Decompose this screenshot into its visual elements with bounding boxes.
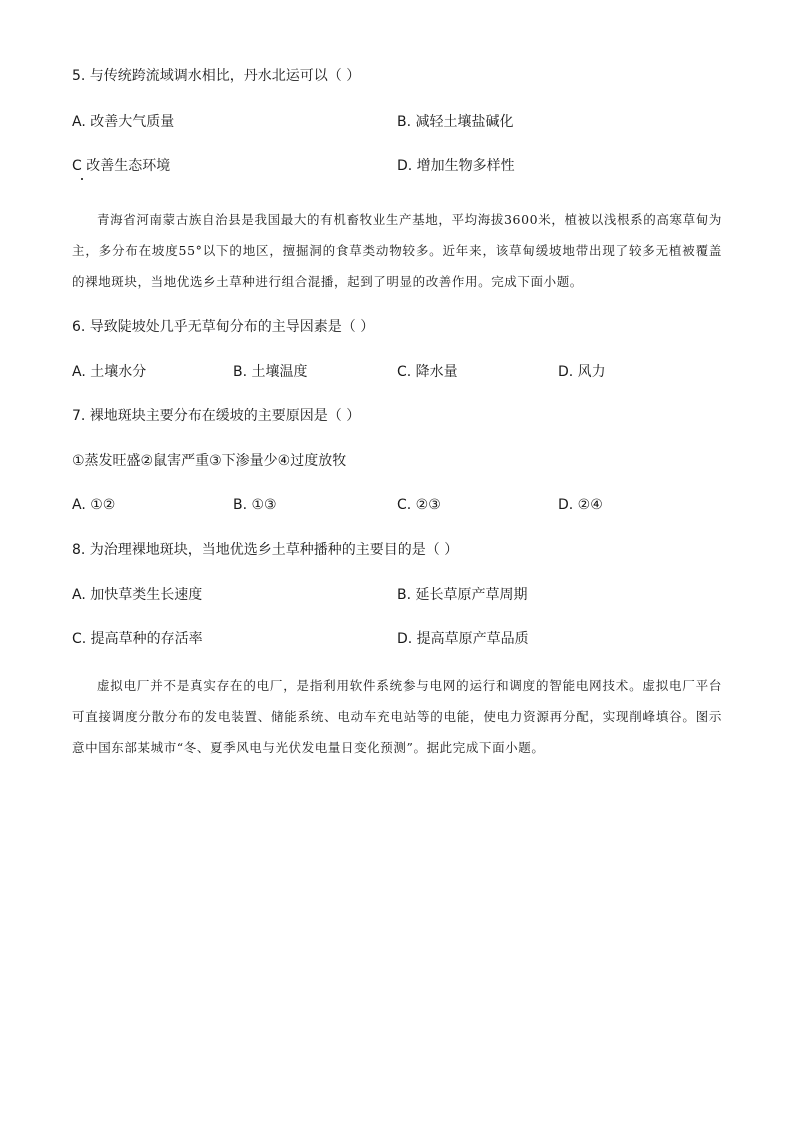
- q7-option-d: D. ②④: [558, 497, 603, 513]
- q6-option-a: A. 土壤水分: [72, 364, 147, 380]
- q6-option-b: B. 土壤温度: [233, 364, 308, 380]
- q5-option-b: B. 减轻土壤盐碱化: [397, 114, 514, 130]
- q7-option-a: A. ①②: [72, 497, 116, 513]
- q6-option-c: C. 降水量: [397, 364, 458, 380]
- question-5-stem: 5. 与传统跨流域调水相比，丹水北运可以（ ）: [72, 68, 361, 84]
- q6-option-d: D. 风力: [558, 364, 606, 380]
- question-6-stem: 6. 导致陡坡处几乎无草甸分布的主导因素是（ ）: [72, 319, 375, 335]
- q5-option-d: D. 增加生物多样性: [397, 158, 515, 174]
- q5-option-a: A. 改善大气质量: [72, 114, 175, 130]
- q5-option-c: C 改善生态环境: [72, 158, 171, 174]
- q8-option-c: C. 提高草种的存活率: [72, 631, 203, 647]
- stray-mark: [81, 178, 83, 180]
- q7-option-c: C. ②③: [397, 497, 441, 513]
- passage-qinghai-grassland: 青海省河南蒙古族自治县是我国最大的有机畜牧业生产基地，平均海拔3600米，植被以浅根系的高寒草甸为主，多分布在坡度55°以下的地区，擅掘洞的食草类动物较多。近年来，该草甸缓坡地带出现了较多无植被覆盖的裸地斑块，当地优选乡土草种进行组合混播，起到了明显的改善作用。完成下面小题。: [72, 212, 722, 289]
- q8-option-a: A. 加快草类生长速度: [72, 587, 203, 603]
- q8-option-b: B. 延长草原产草周期: [397, 587, 528, 603]
- question-8-stem: 8. 为治理裸地斑块，当地优选乡土草种播种的主要目的是（ ）: [72, 542, 459, 558]
- passage-virtual-power-plant: 虚拟电厂并不是真实存在的电厂，是指利用软件系统参与电网的运行和调度的智能电网技术。虚拟电厂平台可直接调度分散分布的发电装置、储能系统、电动车充电站等的电能，使电力资源再分配，实现削峰填谷。图示意中国东部某城市“冬、夏季风电与光伏发电量日变化预测”。据此完成下面小题。: [72, 678, 722, 755]
- q7-option-b: B. ①③: [233, 497, 277, 513]
- question-7-stem: 7. 裸地斑块主要分布在缓坡的主要原因是（ ）: [72, 408, 361, 424]
- question-7-items: ①蒸发旺盛②鼠害严重③下渗量少④过度放牧: [72, 453, 347, 469]
- q8-option-d: D. 提高草原产草品质: [397, 631, 529, 647]
